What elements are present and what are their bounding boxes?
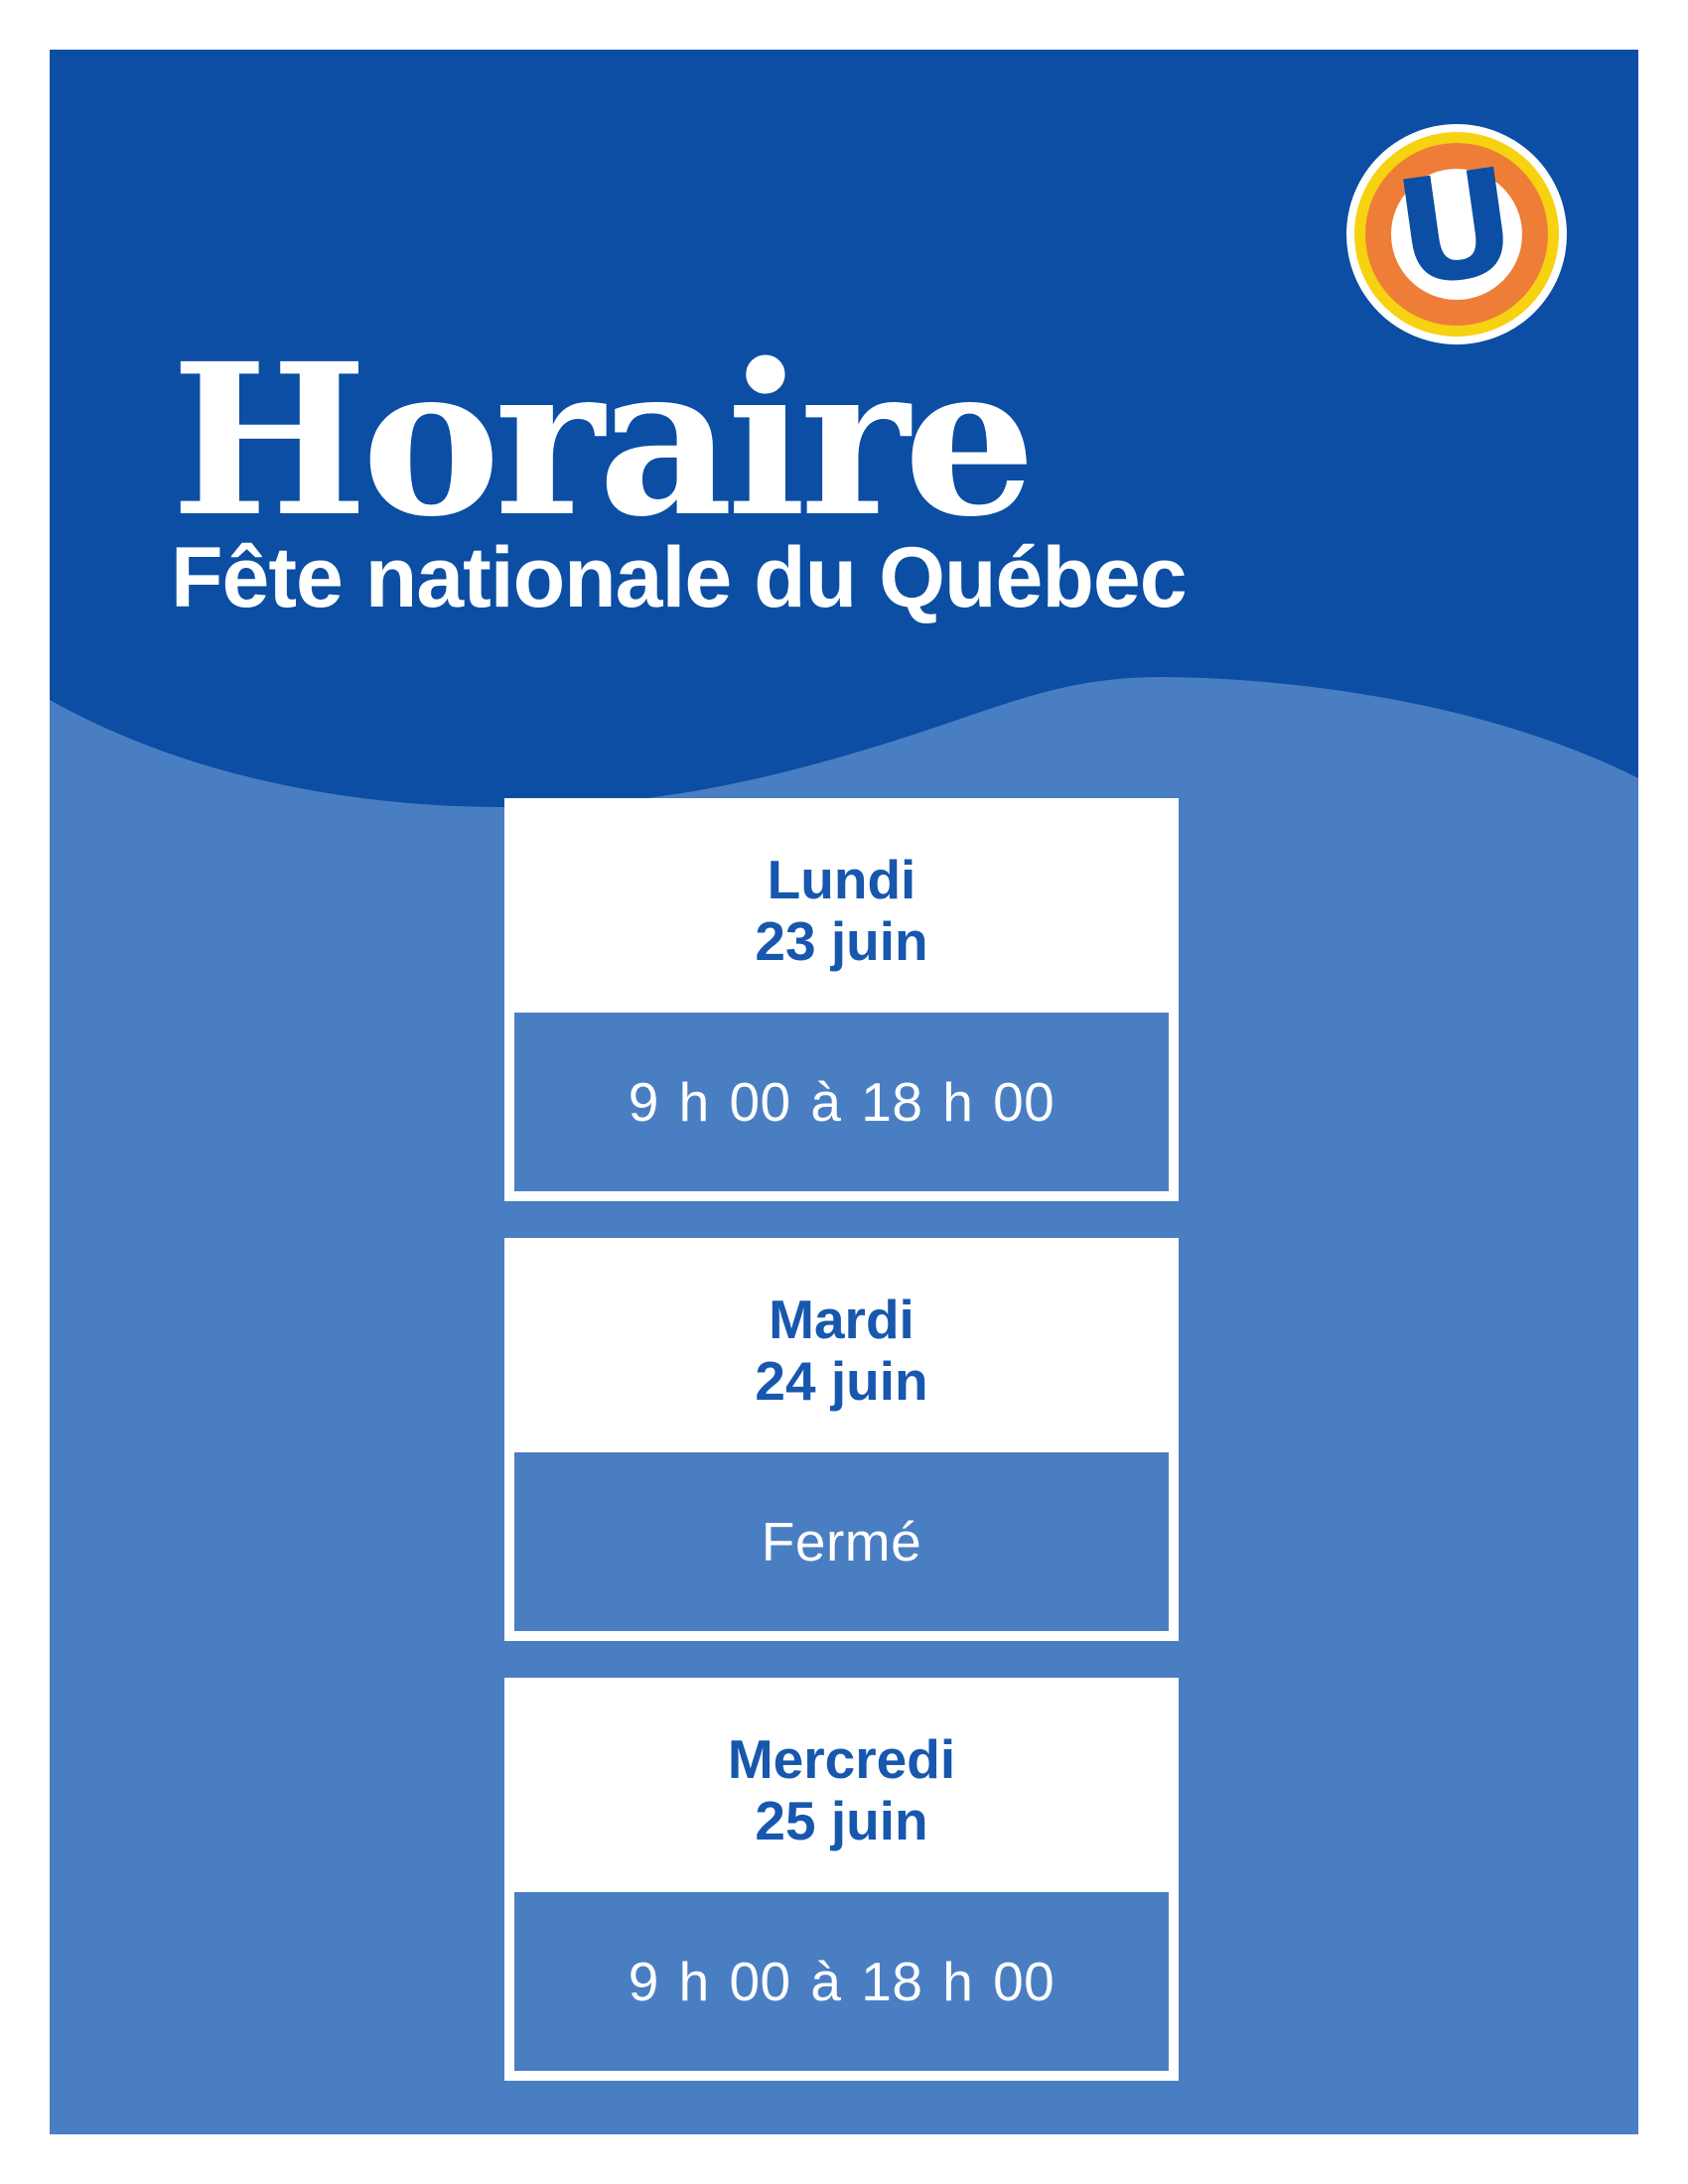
date-label: 25 juin <box>755 1790 928 1851</box>
schedule-card-tuesday <box>504 1238 1179 1641</box>
logo-yellow-ring-icon <box>1354 132 1559 337</box>
day-header <box>514 808 1169 1013</box>
schedule-card-wednesday <box>504 1678 1179 2081</box>
poster-panel <box>50 50 1638 2134</box>
hours-section <box>514 1892 1169 2071</box>
hours-section <box>514 1013 1169 1191</box>
date-label: 23 juin <box>755 910 928 972</box>
day-header <box>514 1688 1169 1892</box>
hours-label: 9 h 00 à 18 h 00 <box>628 1070 1055 1133</box>
day-label: Lundi <box>767 849 916 910</box>
hours-label: Fermé <box>761 1510 922 1572</box>
day-label: Mercredi <box>727 1728 956 1790</box>
date-label: 24 juin <box>755 1350 928 1412</box>
page-title: Horaire <box>171 318 1031 563</box>
schedule-card-list <box>504 798 1179 2081</box>
uniprix-logo <box>1346 124 1567 344</box>
day-label: Mardi <box>769 1289 914 1350</box>
day-header <box>514 1248 1169 1452</box>
hours-section <box>514 1452 1169 1631</box>
page-subtitle: Fête nationale du Québec <box>171 530 1187 625</box>
logo-white-disc <box>1385 136 1526 321</box>
logo-orange-ring-icon <box>1365 136 1548 326</box>
logo-u-letter: U <box>1385 136 1526 321</box>
hours-label: 9 h 00 à 18 h 00 <box>628 1950 1055 2012</box>
schedule-card-monday <box>504 798 1179 1201</box>
